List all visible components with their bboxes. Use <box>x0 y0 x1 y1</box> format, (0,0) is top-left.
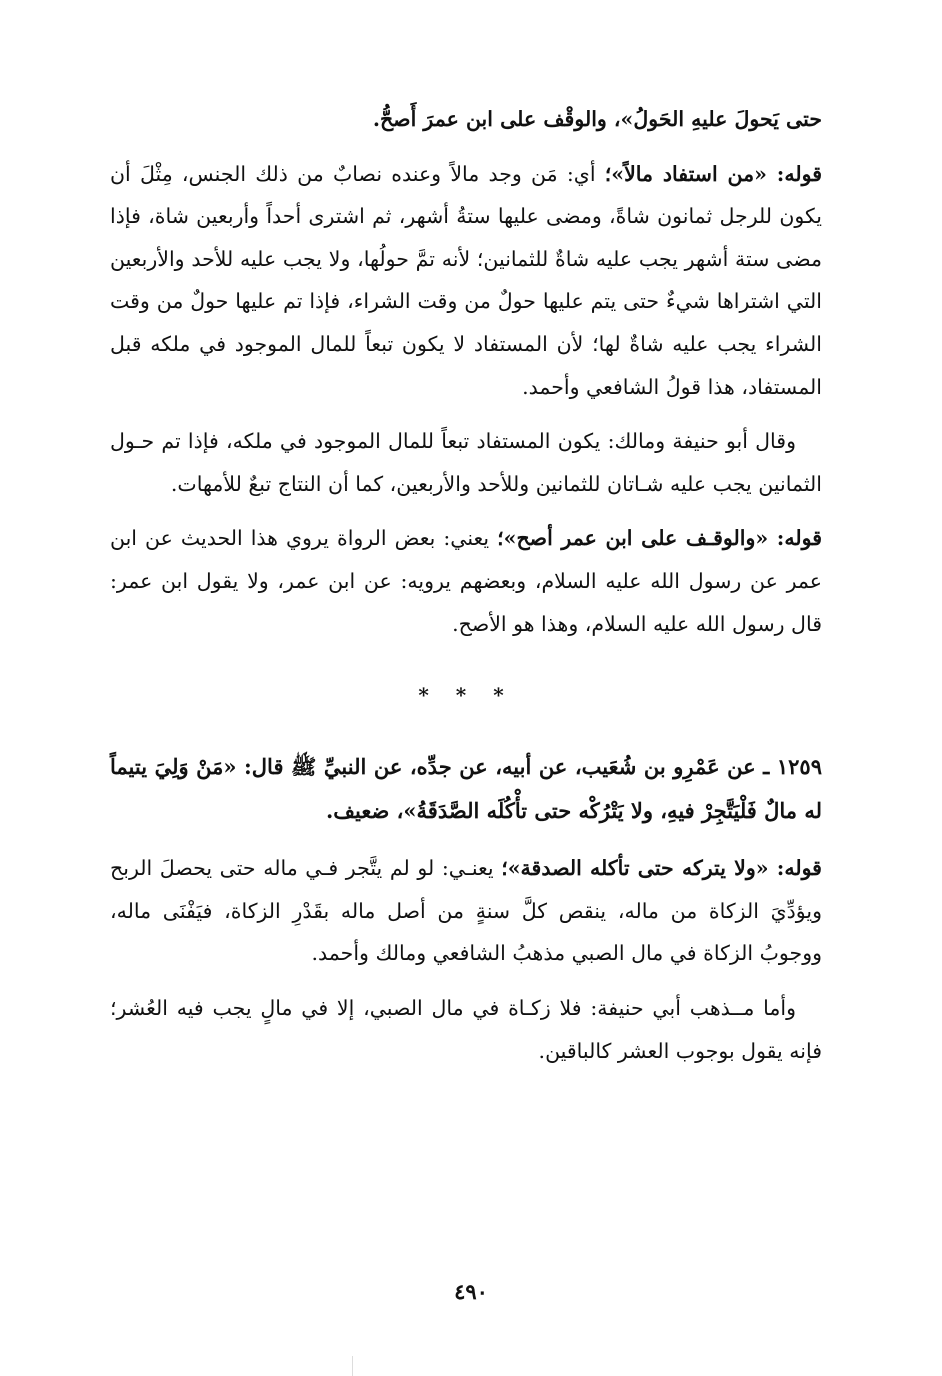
hadith-text: ١٢٥٩ ـ عن عَمْرِو بن شُعَيب، عن أبيه، عن جدِّه، عن النبيِّ ﷺ قال: «مَنْ وَلِيَ يتيماً له مالٌ فَلْيَتَّجِرْ فيهِ، ولا يَتْرُكْه حتى تأْكُلَه الصَّدَقَةُ»، ضعيف. <box>110 754 822 824</box>
page-number: ٤٩٠ <box>454 1279 488 1304</box>
page-body <box>110 98 822 1084</box>
paragraph-2-text: أي: مَن وجد مالاً وعنده نصابٌ من ذلك الجنس، مِثْلَ أن يكون للرجل ثمانون شاةً، ومضى عليها ستةُ أشهر، ثم اشترى أحداً وأربعين شاة، فإذا مضى ستة أشهر يجب عليه شاةٌ للثمانين؛ لأنه تمَّ حولُها، ولا يجب عليه للأحد والأربعين التي اشتراها شيءٌ حتى يتم عليها حولٌ من وقت الشراء، فإذا تم عليها حولٌ من وقت الشراء يجب عليه شاةٌ لها؛ لأن المستفاد لا يكون تبعاً للمال الموجود في ملكه قبل المستفاد، هذا قولُ الشافعي وأحمد. <box>110 161 822 399</box>
paragraph-6 <box>110 987 822 1072</box>
paragraph-5-text: يعنـي: لو لم يتَّجر فـي ماله حتى يحصلَ الربح ويؤدِّيَ الزكاة من ماله، ينقص كلَّ سنةٍ من أصل ماله بقَدْرِ الزكاة، فيَفْنَى ماله، ووجوبُ الزكاة في مال الصبي مذهبُ الشافعي ومالك وأحمد. <box>110 856 822 966</box>
paragraph-5 <box>110 847 822 975</box>
paragraph-4 <box>110 517 822 645</box>
paragraph-3-text: وقال أبو حنيفة ومالك: يكون المستفاد تبعاً للمال الموجود في ملكه، فإذا تم حـول الثمانين يجب عليه شـاتان للثمانين وللأحد والأربعين، كما أن النتاج تبعٌ للأمهات. <box>110 429 822 496</box>
paragraph-6-text: وأما مــذهب أبي حنيفة: فلا زكـاة في مال الصبي، إلا في مالٍ يجب فيه العُشر؛ فإنه يقول بوجوب العشر كالباقين. <box>110 995 822 1063</box>
paragraph-1 <box>110 98 822 141</box>
paragraph-5-bold: قوله: «ولا يتركه حتى تأكله الصدقة»؛ <box>501 856 822 881</box>
paragraph-4-text: يعني: بعض الرواة يروي هذا الحديث عن ابن عمر عن رسول الله عليه السلام، وبعضهم يرويه: عن ابن عمر، ولا يقول ابن عمر: قال رسول الله عليه السلام، وهذا هو الأصح. <box>110 526 822 636</box>
section-separator: * * * <box>418 683 514 708</box>
paragraph-1-bold: حتى يَحولَ عليهِ الحَولُ»، والوقْف على ابن عمرَ أَصحُّ. <box>372 107 822 131</box>
paragraph-3 <box>110 420 822 505</box>
paragraph-2-bold: قوله: «من استفاد مالاً»؛ <box>604 161 822 186</box>
paragraph-4-bold: قوله: «والوقـف على ابن عمر أصح»؛ <box>497 526 822 551</box>
scan-mark <box>352 1356 353 1376</box>
paragraph-2 <box>110 153 822 409</box>
